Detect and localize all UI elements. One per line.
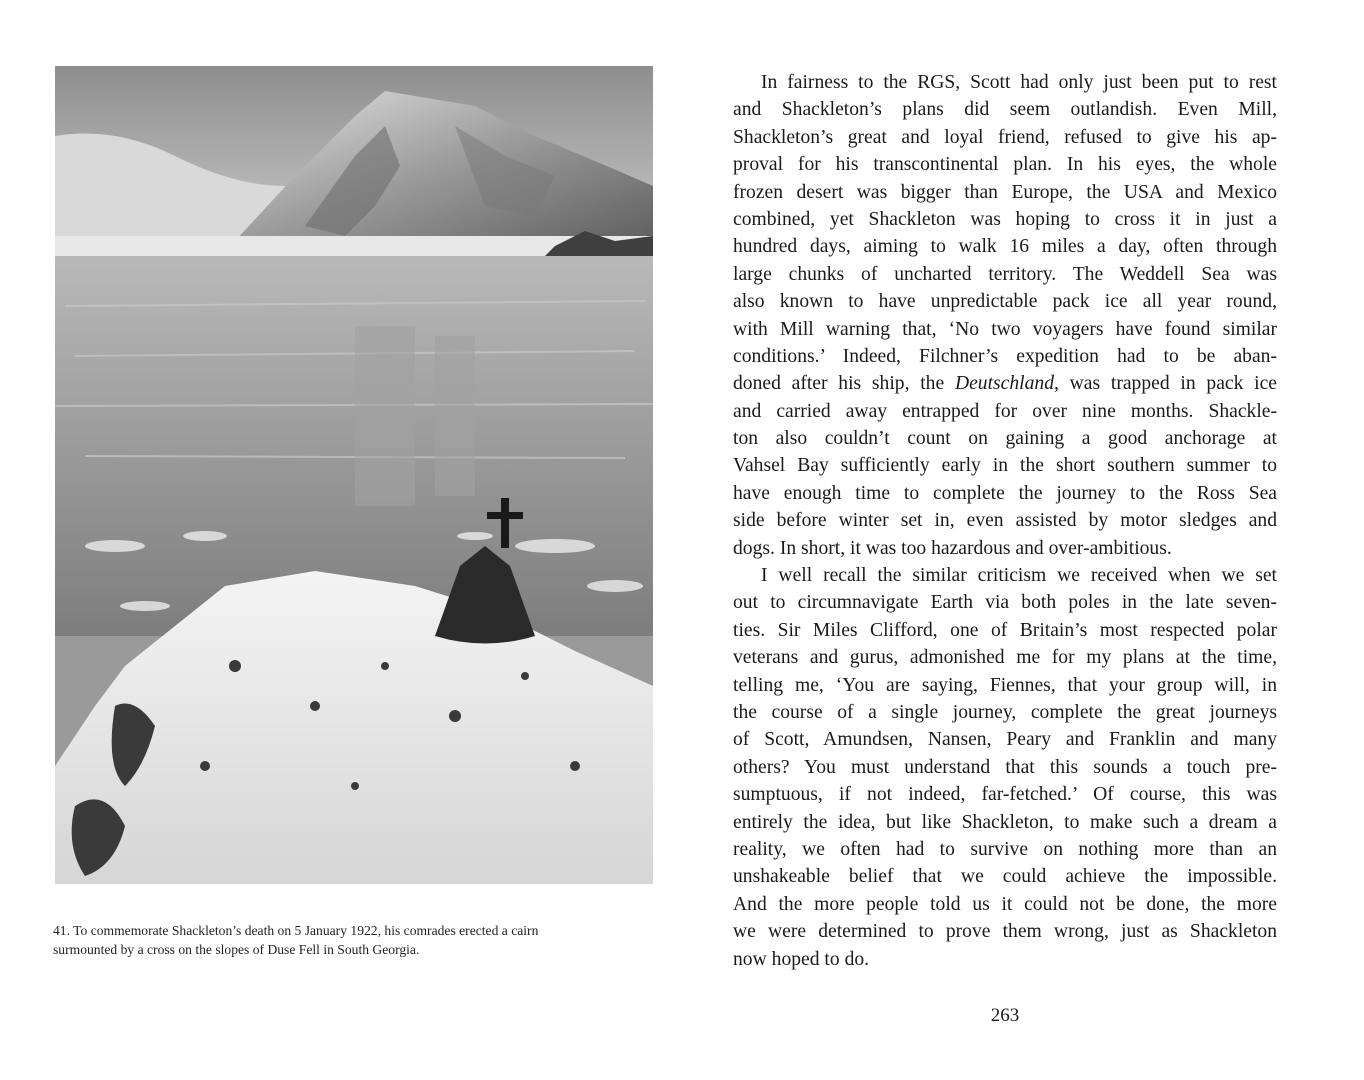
text-line: unshakeable belief that we could achieve the impossible. [733,866,1277,888]
text-line: out to circumnavigate Earth via both poles in the late seven- [733,592,1277,614]
photograph-cairn-cross [55,66,653,884]
text-line: with Mill warning that, ‘No two voyagers have found similar [733,318,1277,340]
text-line: doned after his ship, the Deutschland, was trapped in pack ice [733,373,1277,395]
page-number: 263 [990,1005,1020,1026]
text-line: conditions.’ Indeed, Filchner’s expedition had to be aban- [733,345,1277,367]
text-line: others? You must understand that this sounds a touch pre- [733,756,1277,778]
text-line: proval for his transcontinental plan. In his eyes, the whole [733,154,1277,176]
text-line: sumptuous, if not indeed, far-fetched.’ Of course, this was [733,784,1277,806]
text-line: dogs. In short, it was too hazardous and over-ambitious. [733,537,1172,559]
text-line: entirely the idea, but like Shackleton, to make such a dream a [733,811,1277,833]
text-line: combined, yet Shackleton was hoping to cross it in just a [733,208,1277,230]
ship-name: Deutschland [954,373,1054,395]
text-line: And the more people told us it could not be done, the more [733,893,1277,915]
text-line: ties. Sir Miles Clifford, one of Britain’s most respected polar [733,619,1277,641]
text-line: of Scott, Amundsen, Nansen, Peary and Franklin and many [733,729,1277,751]
text-line: and carried away entrapped for over nine months. Shackle- [733,400,1277,422]
text-line: telling me, ‘You are saying, Fiennes, that your group will, in [733,674,1277,696]
text-line: Shackleton’s great and loyal friend, refused to give his ap- [733,126,1277,148]
text-line: large chunks of uncharted territory. The Weddell Sea was [733,263,1277,285]
figure-caption [53,921,653,959]
text-line: also known to have unpredictable pack ice all year round, [733,291,1277,313]
caption-line: surmounted by a cross on the slopes of Duse Fell in South Georgia. [53,942,420,957]
text-line: we were determined to prove them wrong, just as Shackleton [733,921,1277,943]
text-line: frozen desert was bigger than Europe, the USA and Mexico [733,181,1277,203]
text-line: the course of a single journey, complete the great journeys [733,701,1277,723]
text-line: reality, we often had to survive on nothing more than an [733,838,1277,860]
caption-line: 41. To commemorate Shackleton’s death on 5 January 1922, his comrades erected a cairn [53,923,539,938]
body-text [733,69,1277,973]
text-line: and Shackleton’s plans did seem outlandish. Even Mill, [733,99,1277,121]
text-line: I well recall the similar criticism we received when we set [761,565,1277,587]
text-line: veterans and gurus, admonished me for my plans at the time, [733,647,1277,669]
text-line: have enough time to complete the journey to the Ross Sea [733,482,1277,504]
text-line: Vahsel Bay sufficiently early in the short southern summer to [733,455,1277,477]
text-line: side before winter set in, even assisted by motor sledges and [733,510,1277,532]
text-line: ton also couldn’t count on gaining a good anchorage at [733,428,1277,450]
text-line: hundred days, aiming to walk 16 miles a day, often through [733,236,1277,258]
photo-illustration [55,66,653,884]
text-line: In fairness to the RGS, Scott had only just been put to rest [761,72,1277,93]
text-line: now hoped to do. [733,948,870,970]
